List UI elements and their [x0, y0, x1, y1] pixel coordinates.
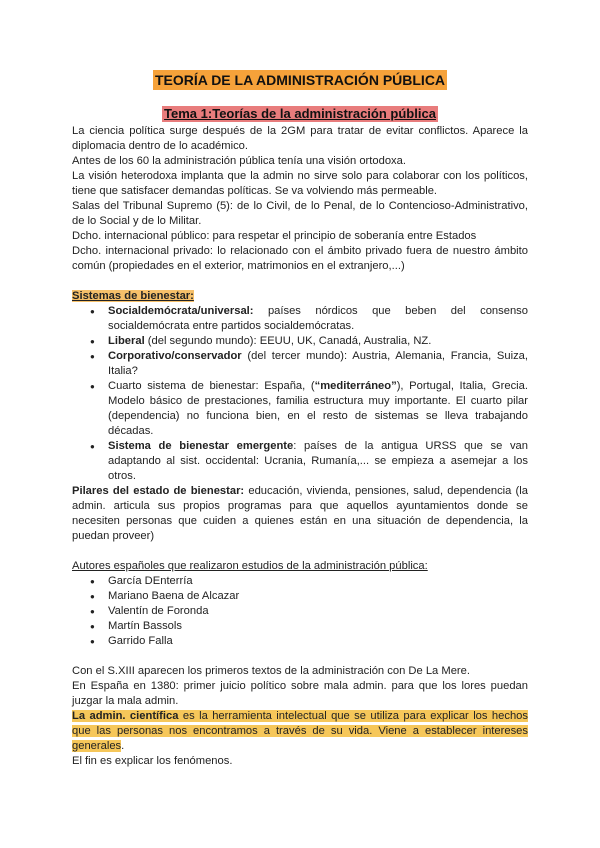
list-item: ● Valentín de Foronda: [108, 604, 528, 619]
closing-paragraph-4: El fin es explicar los fenómenos.: [72, 755, 233, 767]
item-term: Sistema de bienestar emergente: [108, 440, 294, 452]
list-item: [108, 304, 528, 334]
authors-heading-line: [72, 559, 528, 574]
list-item: [108, 439, 528, 484]
closing-paragraph-3: [72, 709, 528, 754]
intro-paragraph-2: Antes de los 60 la administración pública tenía una visión ortodoxa.: [72, 155, 406, 167]
list-item: [108, 379, 528, 439]
welfare-list: [72, 304, 528, 484]
spacer: [72, 544, 528, 559]
list-item: [108, 349, 528, 379]
closing-paragraph-2: En España en 1380: primer juicio político sobre mala admin. para que los lores puedan juzgar la mala admin.: [72, 680, 528, 707]
title-wrap: [72, 70, 528, 92]
pillars-text: educación, vivienda, pensiones, salud, dependencia (la admin. articula sus propios programas para que aquellos ayuntamientos donde se necesiten personas que cuiden a quienes están en una situación de dependencia, la puedan proveer): [72, 485, 528, 542]
authors-heading: Autores españoles que realizaron estudios de la administración pública:: [72, 560, 428, 572]
item-term: Socialdemócrata/universal:: [108, 305, 254, 317]
highlighted-text: [72, 710, 528, 752]
welfare-heading-line: [72, 289, 528, 304]
item-text: (del segundo mundo): EEUU, UK, Canadá, Australia, NZ.: [144, 335, 432, 347]
document-title: TEORÍA DE LA ADMINISTRACIÓN PÚBLICA: [154, 72, 446, 88]
intro-paragraph-6: Dcho. internacional privado: lo relacionado con el ámbito privado fuera de nuestro ámbito común (propiedades en el exterior, matrimonios en el extranjero,...): [72, 245, 528, 272]
item-text: ), Portugal, Italia, Grecia. Modelo básico de prestaciones, familia estructura muy importante. El cuarto pilar (dependencia) no funciona bien, en el resto de sistemas se lleva trabajando décadas.: [108, 380, 528, 437]
list-item: ● Garrido Falla: [108, 634, 528, 649]
item-text: (del tercer mundo): Austria, Alemania, Francia, Suiza, Italia?: [108, 350, 528, 377]
closing-end: .: [121, 740, 125, 752]
section-title: Tema 1:Teorías de la administración pública: [164, 106, 436, 121]
intro-paragraph-4: Salas del Tribunal Supremo (5): de lo Civil, de lo Penal, de lo Contencioso-Administrativo, de lo Social y de lo Militar.: [72, 200, 528, 227]
closing-term: La admin. científica: [72, 710, 179, 722]
list-item: ● García DEnterría: [108, 574, 528, 589]
pillars-paragraph: [72, 484, 528, 544]
welfare-heading: Sistemas de bienestar:: [72, 290, 194, 302]
closing-paragraph-1: Con el S.XIII aparecen los primeros textos de la administración con De La Mere.: [72, 665, 470, 677]
item-term: Corporativo/conservador: [108, 350, 242, 362]
pillars-term: Pilares del estado de bienestar:: [72, 485, 245, 497]
list-item: ● Mariano Baena de Alcazar: [108, 589, 528, 604]
spacer: [72, 274, 528, 289]
spacer: [72, 649, 528, 664]
item-pre: Cuarto sistema de bienestar: España, (: [108, 380, 315, 392]
intro-paragraph-5: Dcho. internacional público: para respetar el principio de soberanía entre Estados: [72, 230, 477, 242]
authors-list: [72, 574, 528, 649]
subtitle-wrap: [72, 106, 528, 124]
intro-paragraph-1: La ciencia política surge después de la 2GM para tratar de evitar conflictos. Aparece la diplomacia dentro de lo académico.: [72, 125, 528, 152]
item-term: “mediterráneo”: [314, 380, 397, 392]
list-item: [108, 334, 528, 349]
intro-paragraph-3: La visión heterodoxa implanta que la admin no sirve solo para colaborar con los políticos, tiene que satisfacer demandas políticas. Se va volviendo más permeable.: [72, 170, 528, 197]
list-item: ● Martín Bassols: [108, 619, 528, 634]
item-term: Liberal: [108, 335, 145, 347]
item-text: : países de la antigua URSS que se van adaptando al sist. occidental: Ucrania, Rumanía,... se empieza a asemejar a los otros.: [108, 440, 528, 482]
item-text: países nórdicos que beben del consenso socialdemócrata entre partidos socialdemócratas.: [108, 305, 528, 332]
closing-text: es la herramienta intelectual que se utiliza para explicar los hechos que las personas nos encontramos a través de su vida. Viene a establecer intereses generales: [72, 710, 528, 752]
